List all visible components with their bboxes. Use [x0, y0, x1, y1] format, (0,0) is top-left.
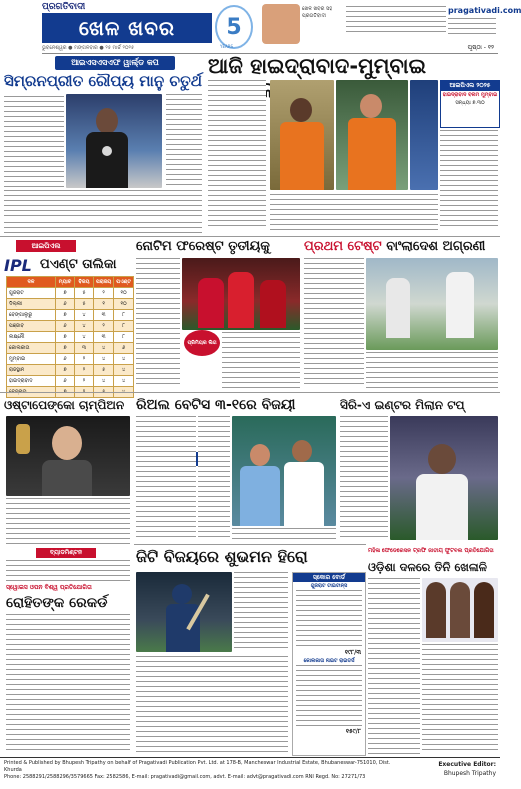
serie-a-body-text	[340, 416, 388, 540]
stat-cell: ୫	[75, 288, 94, 299]
points-table	[6, 276, 134, 398]
points-table-header: ପରାଜୟ	[94, 277, 114, 288]
ostapenko-photo	[6, 416, 130, 496]
stat-cell: ୬	[56, 376, 75, 387]
footer-line-2: Phone: 2588291/2588296/3579665 Fax: 2582586, E-mail: pragativadi@gmail.com, advt. E-mail: advt@pragativadi.com RNI Regd. No: 27271/73	[4, 774, 366, 780]
player-head-2	[360, 94, 382, 118]
table-row	[7, 376, 134, 387]
trophy-icon	[16, 424, 30, 454]
player-b	[228, 272, 254, 328]
player-c	[260, 280, 286, 328]
points-table-header: ବିଜୟ	[75, 277, 94, 288]
stat-cell: ୬	[56, 321, 75, 332]
section-title: ଖେଳ ଖବର	[42, 13, 212, 43]
ipl-body-text-2	[440, 130, 498, 230]
promo-portrait	[262, 4, 300, 44]
stat-cell: ୬	[114, 343, 134, 354]
stat-cell: ୭	[56, 310, 75, 321]
team-name-cell: ବେଙ୍ଗାଲୁରୁ	[7, 310, 56, 321]
editor-name: Bhupesh Tripathy	[443, 770, 496, 777]
badminton-body-text	[6, 614, 130, 754]
scorecard-total-1: ୧୯୮/୩	[344, 649, 361, 656]
batsman-helmet	[172, 584, 192, 604]
team-name-cell: ହାଇଦ୍ରାବାଦ	[7, 376, 56, 387]
women-headline: ଓଡ଼ିଶା ଦଳରେ ତିନି ଖେଳାଳି	[368, 560, 487, 574]
inter-player-head	[428, 444, 456, 474]
team-name-cell: ଲକ୍ଷ୍ନୌ	[7, 332, 56, 343]
stat-cell: ୮	[114, 332, 134, 343]
table-row	[7, 332, 134, 343]
ipl-body-text	[208, 80, 266, 230]
stat-cell: ୩	[94, 310, 114, 321]
stat-cell: ୭	[56, 288, 75, 299]
stat-cell: ୫	[94, 365, 114, 376]
table-row	[7, 299, 134, 310]
ipl-table-tag: ଆଇପିଏଲ	[16, 240, 76, 252]
stat-cell: ୪	[75, 321, 94, 332]
ipl-box-title: ଆଇପିଏଲ ୨୦୨୫	[441, 81, 499, 91]
women-kicker: ମହିଳା ଫେଡେରେସନ ଟ୍ରଫି ଜାତୀୟ ଫୁଟବଲ ପ୍ରତିଯୋଗିତା	[368, 548, 494, 554]
stat-cell: ୫	[75, 299, 94, 310]
stat-cell: ୪	[75, 332, 94, 343]
team-name-cell: ଗୁଜରାଟ	[7, 288, 56, 299]
nottingham-photo	[182, 258, 300, 330]
points-table-header: ମ୍ୟାଚ	[56, 277, 75, 288]
stat-cell: ୪	[114, 376, 134, 387]
scorecard-batting-2	[296, 665, 362, 727]
medal-icon	[102, 146, 112, 156]
website-url[interactable]: pragativadi.com	[448, 6, 521, 15]
points-table-header: ପଏଣ୍ଟ	[114, 277, 134, 288]
gill-photo	[136, 572, 232, 652]
team-name-cell: କୋଲକାତା	[7, 343, 56, 354]
shooting-body-text-2	[166, 94, 202, 188]
real-betis-body-text-2	[198, 416, 230, 540]
test-body-text	[304, 258, 364, 388]
serie-a-headline: ସିରି-ଏ ଇଣ୍ଟର ମିଲାନ ଟପ୍	[340, 398, 465, 412]
stat-cell: ୧୦	[114, 288, 134, 299]
team-name-cell: ମୁମ୍ବାଇ	[7, 354, 56, 365]
stat-cell: ୬	[56, 299, 75, 310]
test-photo	[366, 258, 498, 350]
social-icons	[448, 18, 496, 36]
editor-label: Executive Editor:	[438, 761, 496, 768]
ipl-logo: IPL	[4, 256, 32, 275]
real-betis-photo	[232, 416, 336, 526]
anniversary-badge	[215, 5, 253, 49]
ipl-box-time: ସନ୍ଧ୍ୟା ୭.୩୦	[455, 100, 485, 106]
stat-cell: ୪	[75, 310, 94, 321]
stat-cell: ୮	[114, 321, 134, 332]
table-row	[7, 365, 134, 376]
team-name-cell: ପଞ୍ଜାବ	[7, 321, 56, 332]
real-betis-body-text	[136, 416, 196, 540]
shooting-body-text-3	[4, 190, 202, 220]
ostapenko-body-text	[6, 498, 130, 544]
divider-3	[134, 544, 366, 545]
gill-body-text	[234, 572, 288, 652]
ipl-match-box	[440, 80, 500, 128]
scorecard-total-2: ୧୫୯/୮	[345, 728, 361, 735]
divider	[0, 236, 500, 237]
scorecard-title: ସ୍କୋର ବୋର୍ଡ	[293, 573, 365, 582]
shooting-body-text	[4, 96, 64, 188]
masthead	[0, 0, 521, 50]
stat-cell: ୩	[75, 343, 94, 354]
page-number: ପୃଷ୍ଠା - ୧୨	[467, 44, 494, 51]
date-line	[42, 45, 498, 54]
women-body-text	[368, 578, 420, 754]
ipl-photo-2	[336, 80, 408, 190]
points-table-header: ଦଳ	[7, 277, 56, 288]
masthead-ad-text	[346, 6, 446, 36]
table-row	[7, 310, 134, 321]
player-photo-1	[426, 582, 446, 638]
nottingham-headline: ନୋଟିମ ଫରେଷ୍ଟ ତୃତୀୟକୁ	[136, 239, 270, 254]
stat-cell: ୨	[94, 321, 114, 332]
betis-player-jersey	[240, 466, 280, 526]
betis-player-head	[250, 444, 270, 466]
test-body-text-2	[366, 352, 498, 388]
cricketer-b	[446, 272, 474, 338]
stat-cell: ୨	[75, 376, 94, 387]
stat-cell: ୪	[114, 365, 134, 376]
women-photos	[422, 578, 498, 642]
badminton-headline: ରୋହିତଙ୍କ ରେକର୍ଡ	[6, 595, 108, 611]
table-row	[7, 321, 134, 332]
scorecard-batting-1	[296, 590, 362, 648]
shooting-headline: ସିମ୍ରନପ୍ରୀତ ରୌପ୍ୟ ମାନୁ ଚତୁର୍ଥ	[4, 72, 202, 90]
anniversary-number: 5	[226, 14, 242, 40]
shooting-photo	[66, 94, 162, 188]
ipl-photo-3	[410, 80, 438, 190]
stat-cell: ୨	[75, 365, 94, 376]
stat-cell: ୨	[75, 354, 94, 365]
ipl-table-title: ପଏଣ୍ଟ ତାଲିକା	[40, 257, 117, 272]
stat-cell: ୭	[56, 332, 75, 343]
player-photo-3	[474, 582, 494, 638]
player-jersey	[280, 122, 324, 190]
anniversary-sub: YEARS	[220, 44, 234, 49]
promo-text: ଖେଳ ଖବର ସହ ପ୍ରଗତିବାଦୀ	[302, 6, 333, 19]
ostapenko-headline: ଓଷ୍ଟାପେଙ୍କୋ ଚାମ୍ପିଅନ	[4, 398, 125, 412]
ipl-captions	[270, 194, 438, 230]
footer	[0, 757, 500, 789]
table-row	[7, 354, 134, 365]
shooter-body	[86, 132, 128, 188]
real-betis-caption	[232, 528, 336, 540]
shooting-kicker: ଆଇଏସଏସଏଫ ୱାର୍ଲ୍ଡ କପ	[55, 56, 175, 70]
ipl-box-sub: ହାଇଦ୍ରାବାଦ ବନାମ ମୁମ୍ବାଇ	[442, 92, 498, 98]
stat-cell: ୪	[114, 354, 134, 365]
scorecard-team-2: କୋଲକାତା ନାଇଟ ରାଇଡର୍ସ	[303, 658, 355, 664]
table-row	[7, 288, 134, 299]
team-name-cell: ରାଜସ୍ଥାନ	[7, 365, 56, 376]
ipl-photo-1	[270, 80, 334, 190]
test-headline-rest: ବାଂଲାଦେଶ ଅଗ୍ରଣୀ	[386, 239, 486, 254]
test-headline-red: ପ୍ରଥମ ଟେଷ୍ଟ	[304, 239, 382, 254]
stat-cell: ୭	[56, 365, 75, 376]
badminton-body-lead	[6, 560, 130, 582]
nottingham-body-text-2	[222, 332, 300, 388]
gill-body-text-2	[136, 656, 288, 754]
player-photo-2	[450, 582, 470, 638]
premier-league-badge: ପ୍ରିମିୟର ଲିଗ	[184, 330, 220, 356]
ostapenko-body	[42, 460, 92, 496]
footer-line-1: Printed & Published by Bhupesh Tripathy on behalf of Pragativadi Publication Pvt. Ltd. at 178-B, Mancheswar Industrial Estate, Bhubaneswar-751010, Dist. Khurda	[4, 760, 391, 773]
scorecard-box	[292, 572, 366, 756]
stat-cell: ୭	[56, 343, 75, 354]
shooter-head	[96, 108, 118, 134]
stat-cell: ୪	[94, 343, 114, 354]
player-jersey-2	[348, 118, 396, 190]
betis-player-head-2	[292, 440, 312, 462]
ostapenko-head	[52, 426, 82, 460]
gill-headline: ଜିଟି ବିଜୟରେ ଶୁଭମନ ହିରୋ	[136, 547, 308, 566]
real-betis-headline: ରିଅଲ ବେଟିସ ୩-୧ରେ ବିଜୟୀ	[136, 397, 296, 413]
stat-cell: ୧୦	[114, 299, 134, 310]
ipl-headline: ଆଜି ହାଇଦ୍ରାବାଦ-ମୁମ୍ବାଇ	[208, 54, 427, 78]
badminton-kicker: ସ୍ୱୋଇସ ଓପନ ବିଶ୍ୱ ପ୍ରତିଯୋଗିତା	[6, 584, 92, 591]
stat-cell: ୧	[94, 299, 114, 310]
player-a	[198, 278, 224, 328]
player-head	[290, 98, 312, 122]
shooting-caption	[4, 222, 202, 236]
inter-player-jersey	[416, 474, 468, 540]
women-body-text-2	[422, 644, 498, 754]
cricketer-a	[386, 278, 410, 338]
stat-cell: ୮	[114, 310, 134, 321]
badminton-tag: ବ୍ୟାଡମିଣ୍ଟନ	[36, 548, 96, 558]
team-name-cell: ଦିଲ୍ଲୀ	[7, 299, 56, 310]
stat-cell: ୬	[56, 354, 75, 365]
stat-cell: ୩	[94, 332, 114, 343]
nottingham-body-text	[136, 258, 180, 388]
stat-cell: ୪	[94, 376, 114, 387]
test-headline	[304, 238, 498, 256]
serie-a-photo	[390, 416, 498, 540]
table-row	[7, 343, 134, 354]
stat-cell: ୨	[94, 288, 114, 299]
divider-2	[0, 392, 500, 393]
betis-player-jersey-2	[284, 462, 324, 526]
date-text: ଭୁବନେଶ୍ୱର ● ମଙ୍ଗଳବାର ● ୨୫ ମାର୍ଚ୍ଚ ୨୦୨୫	[42, 45, 135, 51]
brand-name: ପ୍ରଗତିବାଦୀ	[42, 2, 86, 12]
stat-cell: ୪	[94, 354, 114, 365]
scorecard-team-1: ଗୁଜରାଟ ଟାଇଟାନ୍ସ	[310, 583, 348, 589]
